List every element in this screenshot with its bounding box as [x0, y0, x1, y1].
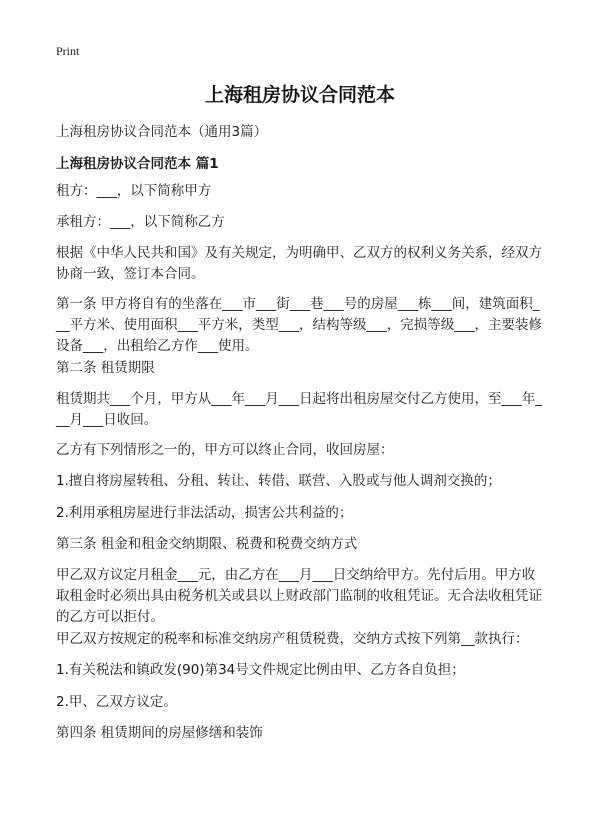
paragraph-article-3-heading: 第三条 租金和租金交纳期限、税费和税费交纳方式 [56, 536, 358, 552]
paragraph-condition-1: 1.擅自将房屋转租、分租、转让、转借、联营、入股或与他人调剂交换的； [56, 473, 501, 489]
paragraph-lessor: 租方：___，以下简称甲方 [56, 183, 212, 199]
paragraph-termination-conditions: 乙方有下列情形之一的，甲方可以终止合同，收回房屋： [56, 442, 394, 458]
paragraph-lease-term: 租赁期共___个月，甲方从___年___月___日起将出租房屋交付乙方使用，至___年___月___日收回。 [56, 391, 542, 428]
print-link[interactable]: Print [56, 44, 80, 58]
document-title: 上海租房协议合同范本 [204, 84, 395, 106]
paragraph-tax-option-1: 1.有关税法和镇政发(90)第34号文件规定比例由甲、乙方各自负担； [56, 662, 465, 678]
paragraph-article-4-heading: 第四条 租赁期间的房屋修缮和装饰 [56, 725, 263, 741]
paragraph-lessee: 承租方：___，以下简称乙方 [56, 214, 225, 230]
paragraph-tax: 甲乙双方按规定的税率和标准交纳房产租赁税费，交纳方式按下列第__款执行： [56, 631, 529, 647]
paragraph-rent: 甲乙双方议定月租金___元，由乙方在___月___日交纳给甲方。先付后用。甲方收取租金时必须出具由税务机关或县以上财政部门监制的收租凭证。无合法收租凭证的乙方可以拒付。 [56, 567, 542, 625]
paragraph-article-2-heading: 第二条 租赁期限 [56, 360, 155, 376]
paragraph-condition-2: 2.利用承租房屋进行非法活动，损害公共利益的； [56, 505, 353, 521]
paragraph-preamble: 根据《中华人民共和国》及有关规定，为明确甲、乙双方的权利义务关系，经双方协商一致，签订本合同。 [56, 245, 542, 282]
section-heading: 上海租房协议合同范本 篇1 [56, 156, 219, 172]
paragraph-tax-option-2: 2.甲、乙双方议定。 [56, 694, 177, 710]
paragraph-article-1: 第一条 甲方将自有的坐落在___市___街___巷___号的房屋___栋___间，建筑面积___平方米、使用面积___平方米，类型___，结构等级___，完损等级___，主要装修设备___，出租给乙方作___使用。 [56, 296, 542, 354]
document-subtitle: 上海租房协议合同范本（通用3篇） [56, 124, 268, 140]
